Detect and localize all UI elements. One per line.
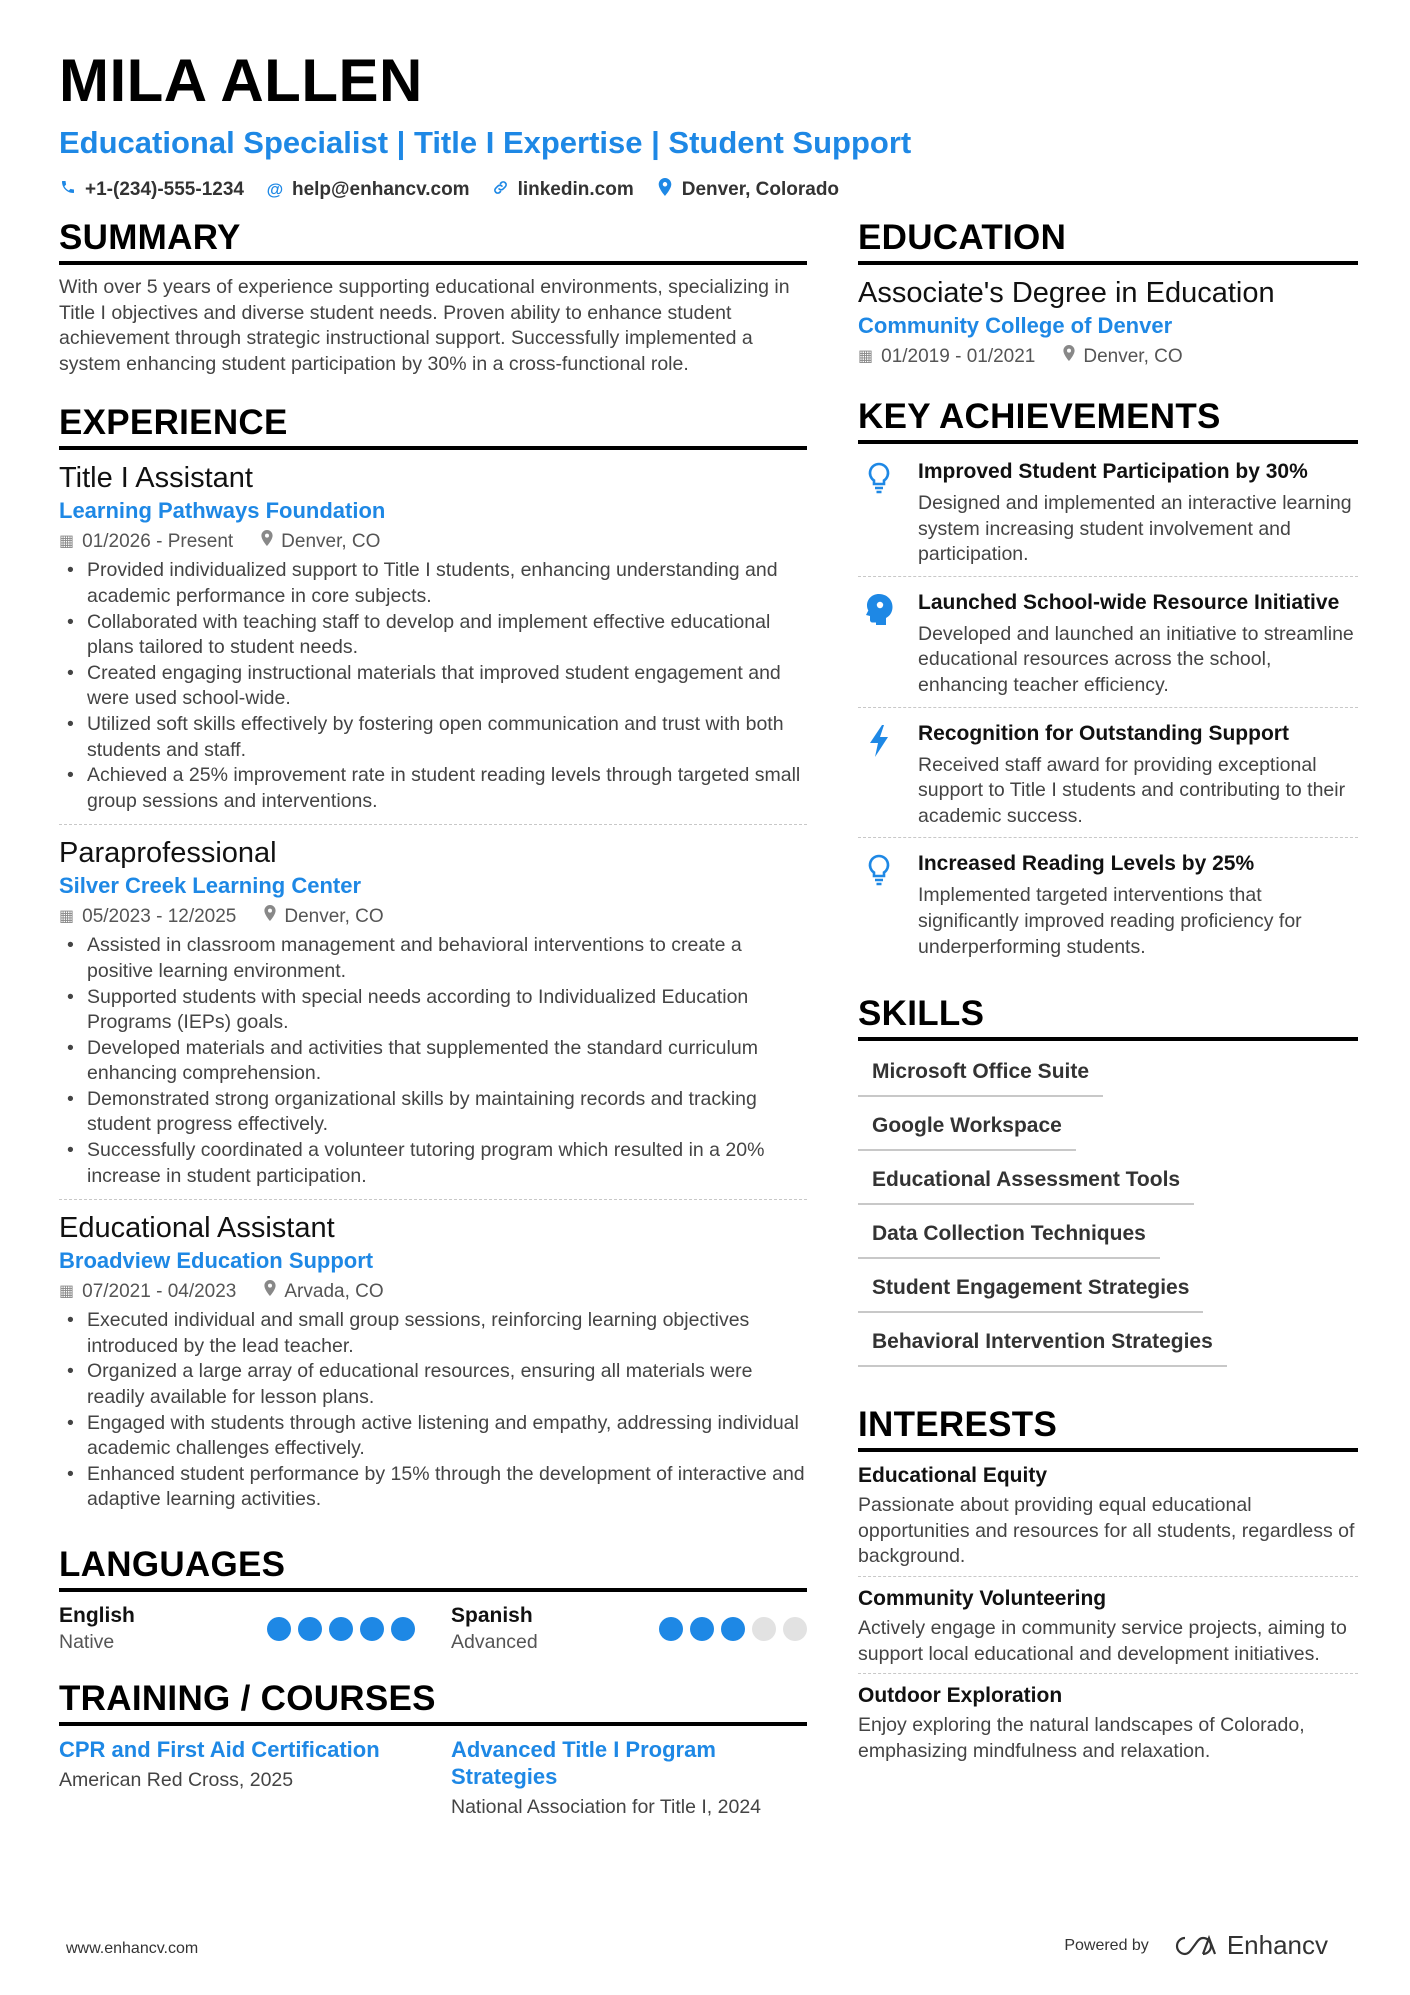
- job-dates-wrap: [59, 903, 236, 931]
- interests-section: [858, 1403, 1358, 1770]
- job-dates: 05/2023 - 12/2025: [82, 906, 237, 928]
- job-bullets: [59, 1308, 807, 1513]
- map-pin-icon: [1063, 343, 1075, 371]
- left-column: [59, 216, 807, 1820]
- rating-dot-filled: [329, 1617, 353, 1641]
- achievement-desc: Received staff award for providing exceptional support to Title I students and contributing to their academic success.: [918, 753, 1346, 827]
- education-location: Denver, CO: [1083, 346, 1183, 367]
- phone-icon: [59, 179, 77, 200]
- company-name: Silver Creek Learning Center: [59, 873, 362, 899]
- language-rating: [267, 1617, 415, 1641]
- job-location: Denver, CO: [281, 531, 381, 553]
- achievement-title: Increased Reading Levels by 25%: [918, 852, 1255, 876]
- achievements-section: [858, 395, 1358, 968]
- achievement-item: [858, 716, 1358, 839]
- bullet-item: • Engaged with students through active listening and empathy, addressing individual academic challenges effectively.: [59, 1411, 807, 1462]
- bullet-item: • Organized a large array of educational resources, ensuring all materials were readily available for lesson plans.: [59, 1359, 807, 1410]
- job-bullets: [59, 558, 807, 814]
- skill-tag: Google Workspace: [858, 1105, 1076, 1151]
- achievement-title: Improved Student Participation by 30%: [918, 460, 1308, 483]
- link-icon: [492, 179, 510, 201]
- bullet-item: • Achieved a 25% improvement rate in student reading levels through targeted small group sessions and interventions.: [59, 763, 807, 814]
- interest-desc: Passionate about providing equal educational opportunities and resources for all students, regardless of background.: [858, 1494, 1355, 1568]
- right-column: [858, 216, 1358, 1778]
- languages-list: [59, 1602, 807, 1655]
- brand-name: Enhancv: [1226, 1930, 1328, 1960]
- interest-item: [858, 1682, 1358, 1770]
- course-org: National Association for Title I, 2024: [451, 1796, 762, 1818]
- language-name: English: [59, 1604, 135, 1627]
- rating-dot-filled: [659, 1617, 683, 1641]
- rating-dot-filled: [360, 1617, 384, 1641]
- interest-title: Educational Equity: [858, 1464, 1048, 1488]
- bullet-item: • Created engaging instructional materials that improved student engagement and were used school-wide.: [59, 661, 807, 712]
- bullet-item: • Provided individualized support to Title I students, enhancing understanding and academic performance in core subjects.: [59, 558, 807, 609]
- training-section: [59, 1677, 807, 1820]
- language-level: Native: [59, 1631, 115, 1653]
- job-title: Title I Assistant: [59, 462, 253, 495]
- skill-tag: Student Engagement Strategies: [858, 1267, 1203, 1313]
- rating-dot-filled: [391, 1617, 415, 1641]
- experience-title: EXPERIENCE: [59, 401, 807, 450]
- skills-section: [858, 992, 1358, 1375]
- bullet-item: • Developed materials and activities that supplemented the standard curriculum enhancing comprehension.: [59, 1036, 807, 1087]
- training-title: TRAINING / COURSES: [59, 1677, 807, 1726]
- interest-title: Outdoor Exploration: [858, 1684, 1063, 1708]
- lightbulb-icon: [858, 850, 900, 960]
- bullet-item: • Assisted in classroom management and behavioral interventions to create a positive learning environment.: [59, 933, 807, 984]
- lightbulb-icon: [858, 458, 900, 568]
- contact-bar: [59, 178, 1359, 201]
- achievement-desc: Developed and launched an initiative to streamline educational resources across the school, enhancing teacher efficiency.: [918, 622, 1354, 696]
- job-meta: [59, 903, 807, 931]
- job-title: Paraprofessional: [59, 837, 277, 870]
- head-icon: [858, 589, 900, 699]
- calendar-icon: ▦: [858, 348, 874, 365]
- achievements-title: KEY ACHIEVEMENTS: [858, 395, 1358, 444]
- languages-section: [59, 1543, 807, 1655]
- enhancv-logo[interactable]: [1173, 1930, 1328, 1961]
- achievement-title: Launched School-wide Resource Initiative: [918, 590, 1340, 614]
- bullet-item: • Demonstrated strong organizational skills by maintaining records and tracking student progress effectively.: [59, 1087, 807, 1138]
- job-dates-wrap: [59, 528, 233, 556]
- candidate-headline: Educational Specialist | Title I Expertise | Student Support: [59, 125, 912, 160]
- achievement-item: [858, 585, 1358, 708]
- email-text[interactable]: help@enhancv.com: [291, 178, 470, 200]
- interest-desc: Enjoy exploring the natural landscapes of Colorado, emphasizing mindfulness and relaxation.: [858, 1714, 1305, 1762]
- location-text: Denver, Colorado: [681, 178, 840, 200]
- map-pin-icon: [656, 178, 674, 201]
- summary-section: [59, 216, 807, 377]
- education-dates: 01/2019 - 01/2021: [881, 346, 1036, 367]
- interest-desc: Actively engage in community service projects, aiming to support local educational and development initiatives.: [858, 1616, 1347, 1665]
- language-item: [451, 1602, 807, 1655]
- job-location: Arvada, CO: [284, 1281, 384, 1303]
- candidate-name: MILA ALLEN: [59, 47, 423, 114]
- achievement-item: [858, 846, 1358, 968]
- company-name: Broadview Education Support: [59, 1248, 374, 1274]
- education-section: [858, 216, 1358, 371]
- skill-tag: Educational Assessment Tools: [858, 1159, 1194, 1205]
- achievement-desc: Designed and implemented an interactive learning system increasing student involvement and participation.: [918, 492, 1352, 566]
- language-name: Spanish: [451, 1604, 533, 1627]
- interest-title: Community Volunteering: [858, 1586, 1107, 1610]
- job-entry: [59, 835, 807, 1200]
- bullet-item: • Executed individual and small group sessions, reinforcing learning objectives introduced by the lead teacher.: [59, 1308, 807, 1359]
- job-dates: 01/2026 - Present: [82, 531, 234, 553]
- calendar-icon: ▦: [59, 1283, 75, 1301]
- job-bullets: [59, 933, 807, 1189]
- footer-branding: [1064, 1930, 1328, 1961]
- contact-location: [656, 178, 839, 201]
- bullet-item: • Successfully coordinated a volunteer tutoring program which resulted in a 20% increase in student participation.: [59, 1138, 807, 1189]
- course-item: [59, 1736, 415, 1820]
- achievement-item: [858, 454, 1358, 577]
- job-location-wrap: [264, 903, 383, 931]
- company-name: Learning Pathways Foundation: [59, 498, 386, 524]
- achievement-title: Recognition for Outstanding Support: [918, 721, 1289, 745]
- education-school: Community College of Denver: [858, 313, 1173, 338]
- rating-dot-filled: [298, 1617, 322, 1641]
- map-pin-icon: [264, 1278, 276, 1306]
- lightning-icon: [858, 720, 900, 830]
- footer-website[interactable]: www.enhancv.com: [66, 1940, 199, 1957]
- job-dates: 07/2021 - 04/2023: [82, 1281, 237, 1303]
- enhancv-logo-icon: [1173, 1934, 1219, 1958]
- rating-dot-filled: [690, 1617, 714, 1641]
- language-level: Advanced: [451, 1631, 538, 1653]
- contact-email: [266, 179, 470, 201]
- rating-dot-empty: [783, 1617, 807, 1641]
- bullet-item: • Supported students with special needs according to Individualized Education Programs (IEPs) goals.: [59, 985, 807, 1036]
- skills-title: SKILLS: [858, 992, 1358, 1041]
- bullet-item: • Enhanced student performance by 15% through the development of interactive and adaptive learning activities.: [59, 1462, 807, 1513]
- calendar-icon: ▦: [59, 533, 75, 551]
- job-location-wrap: [264, 1278, 383, 1306]
- powered-by-text: Powered by: [1064, 1936, 1149, 1954]
- courses-list: [59, 1736, 807, 1820]
- skill-tag: Microsoft Office Suite: [858, 1051, 1103, 1097]
- skill-tag: Behavioral Intervention Strategies: [858, 1321, 1227, 1367]
- achievement-desc: Implemented targeted interventions that significantly improved reading proficiency for underperforming students.: [918, 884, 1302, 958]
- course-org: American Red Cross, 2025: [59, 1769, 294, 1791]
- languages-title: LANGUAGES: [59, 1543, 807, 1592]
- at-icon: @: [266, 179, 284, 199]
- map-pin-icon: [264, 903, 276, 931]
- experience-section: [59, 401, 807, 1523]
- course-title: CPR and First Aid Certification: [59, 1737, 380, 1762]
- summary-title: SUMMARY: [59, 216, 807, 265]
- job-dates-wrap: [59, 1278, 236, 1306]
- contact-phone: [59, 179, 244, 201]
- resume-header: [59, 46, 1359, 201]
- course-title: Advanced Title I Program Strategies: [451, 1737, 716, 1789]
- interest-item: [858, 1462, 1358, 1577]
- bullet-item: • Collaborated with teaching staff to develop and implement effective educational plans tailored to student needs.: [59, 610, 807, 661]
- interests-title: INTERESTS: [858, 1403, 1358, 1452]
- linkedin-text[interactable]: linkedin.com: [517, 178, 634, 200]
- course-item: [451, 1736, 807, 1820]
- job-location: Denver, CO: [284, 906, 384, 928]
- interest-item: [858, 1585, 1358, 1674]
- job-entry: [59, 1210, 807, 1523]
- language-rating: [659, 1617, 807, 1641]
- rating-dot-filled: [267, 1617, 291, 1641]
- calendar-icon: ▦: [59, 908, 75, 926]
- education-degree: Associate's Degree in Education: [858, 277, 1275, 309]
- education-meta: [858, 343, 1358, 371]
- edu-dates-wrap: [858, 343, 1035, 371]
- education-title: EDUCATION: [858, 216, 1358, 265]
- summary-text: With over 5 years of experience supporting educational environments, specializing in Title I objectives and diverse student needs. Proven ability to enhance student achievement through strategic instructional support. Successfully implemented a system enhancing student participation by 30% in a cross-functional role.: [59, 276, 790, 375]
- skills-list: [858, 1051, 1358, 1375]
- phone-text[interactable]: +1-(234)-555-1234: [85, 178, 244, 200]
- job-meta: [59, 528, 807, 556]
- job-title: Educational Assistant: [59, 1212, 335, 1245]
- rating-dot-filled: [721, 1617, 745, 1641]
- skill-tag: Data Collection Techniques: [858, 1213, 1160, 1259]
- rating-dot-empty: [752, 1617, 776, 1641]
- contact-linkedin: [492, 179, 634, 201]
- map-pin-icon: [261, 528, 273, 556]
- job-entry: [59, 460, 807, 825]
- bullet-item: • Utilized soft skills effectively by fostering open communication and trust with both students and staff.: [59, 712, 807, 763]
- language-item: [59, 1602, 415, 1655]
- job-meta: [59, 1278, 807, 1306]
- job-location-wrap: [261, 528, 380, 556]
- edu-location-wrap: [1063, 343, 1182, 371]
